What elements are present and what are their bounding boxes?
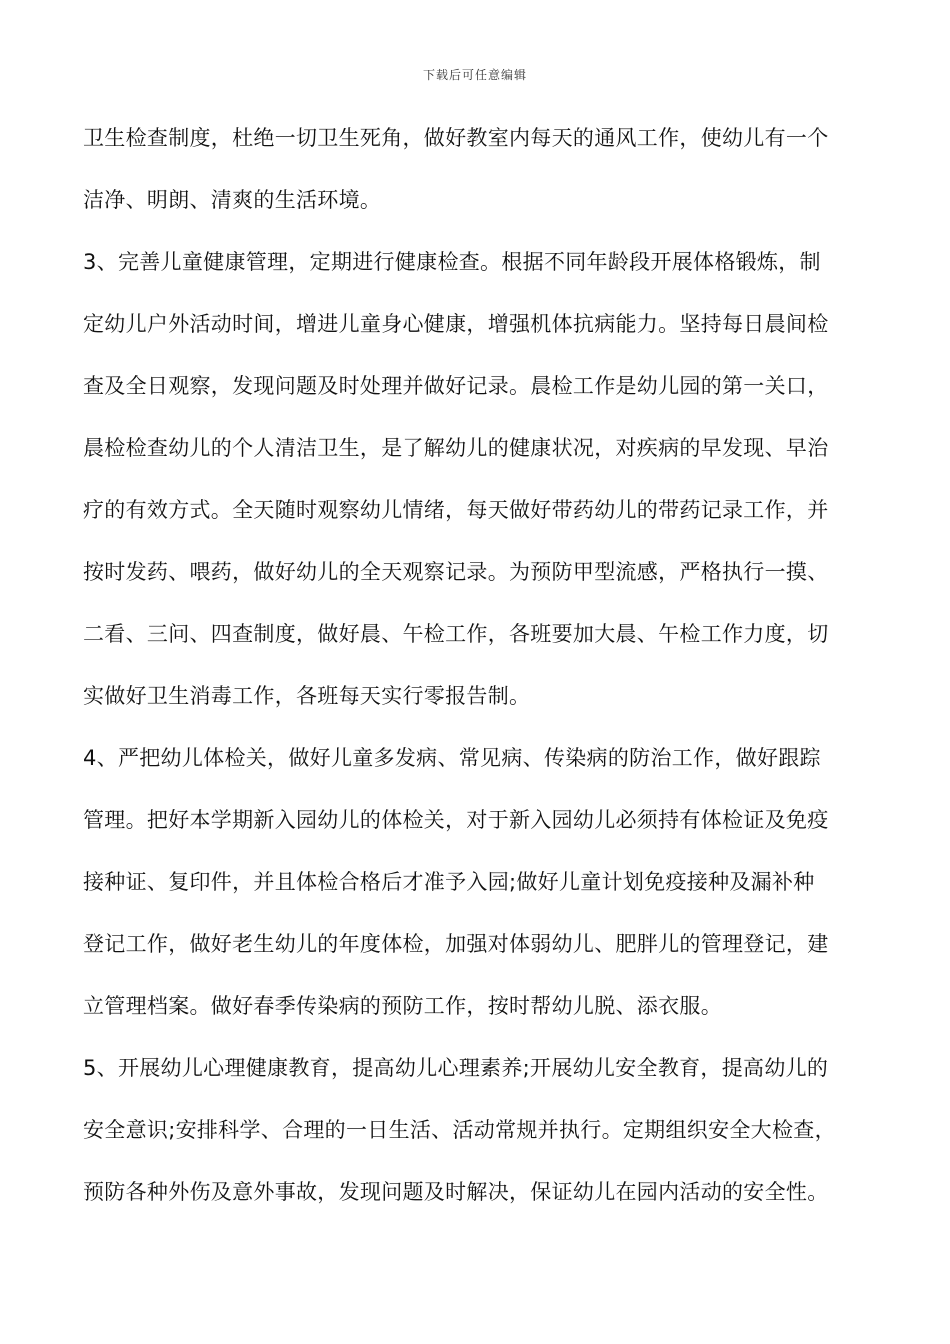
text-line: 管理。把好本学期新入园幼儿的体检关，对于新入园幼儿必须持有体检证及免疫 <box>83 808 829 832</box>
text-line: 晨检检查幼儿的个人清洁卫生，是了解幼儿的健康状况，对疾病的早发现、早治 <box>83 436 829 460</box>
text-line: 立管理档案。做好春季传染病的预防工作，按时帮幼儿脱、添衣服。 <box>83 994 722 1018</box>
text-line: 按时发药、喂药，做好幼儿的全天观察记录。为预防甲型流感，严格执行一摸、 <box>83 560 829 584</box>
text-line: 实做好卫生消毒工作，各班每天实行零报告制。 <box>83 684 531 708</box>
text-line: 洁净、明朗、清爽的生活环境。 <box>83 188 382 212</box>
text-line: 3、完善儿童健康管理，定期进行健康检查。根据不同年龄段开展体格锻炼，制 <box>83 250 821 274</box>
text-line: 二看、三问、四查制度，做好晨、午检工作，各班要加大晨、午检工作力度，切 <box>83 622 829 646</box>
text-line: 安全意识;安排科学、合理的一日生活、活动常规并执行。定期组织安全大检查， <box>83 1118 836 1142</box>
text-line: 查及全日观察，发现问题及时处理并做好记录。晨检工作是幼儿园的第一关口， <box>83 374 829 398</box>
text-line: 定幼儿户外活动时间，增进儿童身心健康，增强机体抗病能力。坚持每日晨间检 <box>83 312 829 336</box>
text-line: 4、严把幼儿体检关，做好儿童多发病、常见病、传染病的防治工作，做好跟踪 <box>83 746 821 770</box>
page-header: 下载后可任意编辑 <box>422 68 527 82</box>
document-body <box>83 107 883 1223</box>
text-line: 疗的有效方式。全天随时观察幼儿情绪，每天做好带药幼儿的带药记录工作，并 <box>83 498 829 522</box>
text-line: 预防各种外伤及意外事故，发现问题及时解决，保证幼儿在园内活动的安全性。 <box>83 1180 829 1204</box>
text-line: 卫生检查制度，杜绝一切卫生死角，做好教室内每天的通风工作，使幼儿有一个 <box>83 126 829 150</box>
text-line: 登记工作，做好老生幼儿的年度体检，加强对体弱幼儿、肥胖儿的管理登记，建 <box>83 932 829 956</box>
text-line: 5、开展幼儿心理健康教育，提高幼儿心理素养;开展幼儿安全教育，提高幼儿的 <box>83 1056 829 1080</box>
text-line: 接种证、复印件，并且体检合格后才准予入园;做好儿童计划免疫接种及漏补种 <box>83 870 815 894</box>
